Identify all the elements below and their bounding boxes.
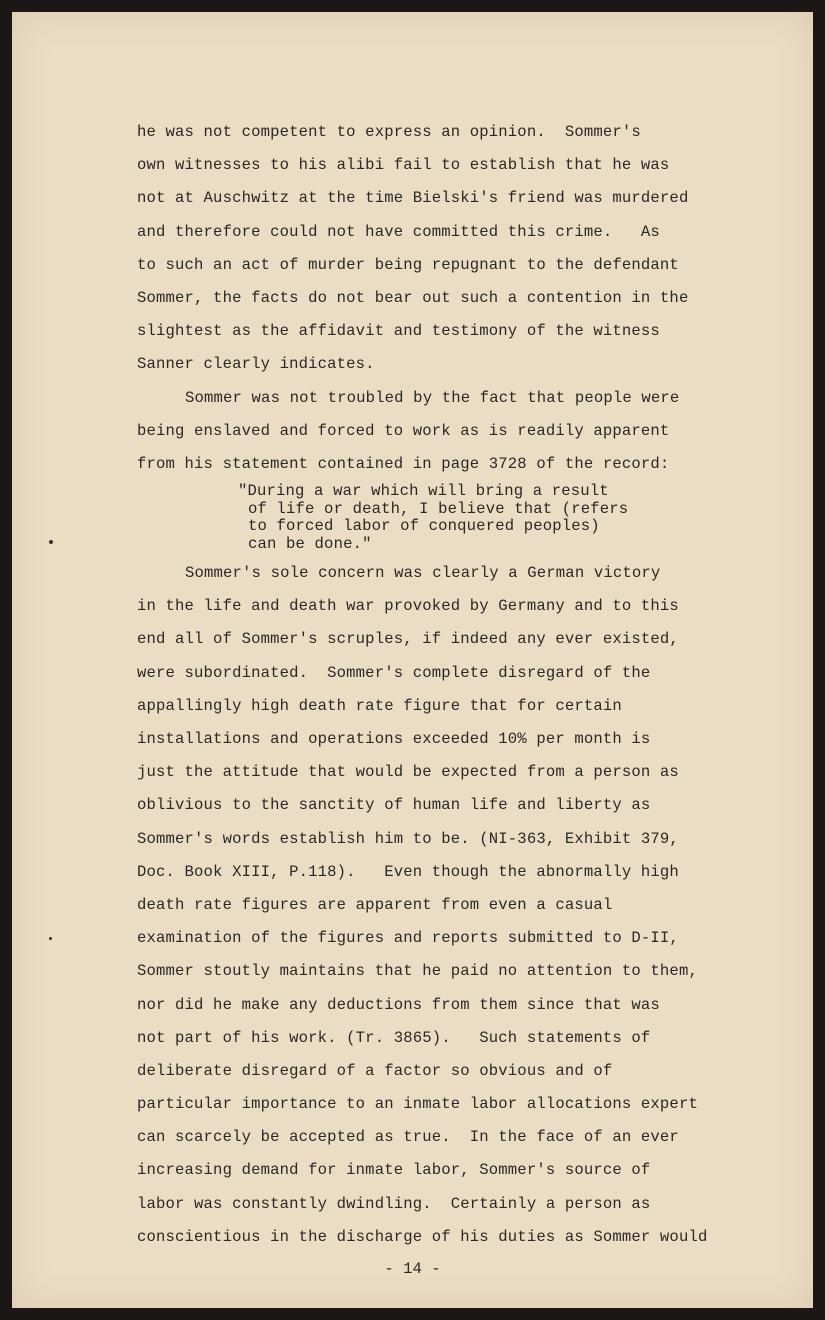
text-line: nor did he make any deductions from them since that was bbox=[137, 995, 660, 1014]
text-line: were subordinated. Sommer's complete disregard of the bbox=[137, 663, 651, 682]
text-line: appallingly high death rate figure that for certain bbox=[137, 696, 622, 715]
text-line: end all of Sommer's scruples, if indeed any ever existed, bbox=[137, 630, 679, 649]
text-line: own witnesses to his alibi fail to establish that he was bbox=[137, 156, 670, 175]
text-line: being enslaved and forced to work as is readily apparent bbox=[137, 421, 670, 440]
quote-line: to forced labor of conquered peoples) bbox=[248, 517, 600, 536]
text-line: oblivious to the sanctity of human life and liberty as bbox=[137, 796, 651, 815]
text-line: slightest as the affidavit and testimony of the witness bbox=[137, 322, 660, 341]
page-number: - 14 - bbox=[384, 1260, 441, 1278]
text-line: particular importance to an inmate labor allocations expert bbox=[137, 1095, 698, 1114]
text-line: in the life and death war provoked by Germany and to this bbox=[137, 597, 679, 616]
punch-mark bbox=[49, 540, 53, 544]
text-line: conscientious in the discharge of his duties as Sommer would bbox=[137, 1227, 708, 1246]
text-line: just the attitude that would be expected from a person as bbox=[137, 763, 679, 782]
text-line: he was not competent to express an opinion. Sommer's bbox=[137, 123, 641, 141]
paragraph-2 bbox=[137, 382, 777, 482]
text-line: from his statement contained in page 3728 of the record: bbox=[137, 454, 670, 473]
quote-line: can be done." bbox=[248, 534, 372, 553]
text-line: labor was constantly dwindling. Certainly a person as bbox=[137, 1194, 651, 1213]
text-line: Sommer was not troubled by the fact that people were bbox=[185, 388, 680, 407]
text-line: Sommer's words establish him to be. (NI-363, Exhibit 379, bbox=[137, 829, 679, 848]
text-line: can scarcely be accepted as true. In the face of an ever bbox=[137, 1128, 679, 1147]
text-line: Doc. Book XIII, P.118). Even though the abnormally high bbox=[137, 862, 679, 881]
punch-mark bbox=[49, 937, 52, 940]
paragraph-3 bbox=[137, 557, 777, 1254]
block-quote bbox=[137, 483, 777, 553]
text-line: not at Auschwitz at the time Bielski's friend was murdered bbox=[137, 189, 689, 208]
text-line: not part of his work. (Tr. 3865). Such statements of bbox=[137, 1028, 651, 1047]
paragraph-1 bbox=[137, 116, 777, 382]
text-line: examination of the figures and reports submitted to D-II, bbox=[137, 929, 679, 948]
text-line: Sommer stoutly maintains that he paid no attention to them, bbox=[137, 962, 698, 981]
text-line: Sommer's sole concern was clearly a German victory bbox=[185, 564, 661, 583]
quote-line: "During a war which will bring a result bbox=[238, 482, 609, 501]
text-line: death rate figures are apparent from even a casual bbox=[137, 895, 613, 914]
document-page bbox=[12, 12, 813, 1308]
text-line: increasing demand for inmate labor, Sommer's source of bbox=[137, 1161, 651, 1180]
text-line: Sommer, the facts do not bear out such a contention in the bbox=[137, 288, 689, 307]
text-line: to such an act of murder being repugnant to the defendant bbox=[137, 255, 679, 274]
text-line: and therefore could not have committed this crime. As bbox=[137, 222, 660, 241]
quote-line: of life or death, I believe that (refers bbox=[248, 499, 629, 518]
body-text bbox=[137, 116, 777, 1254]
text-line: deliberate disregard of a factor so obvious and of bbox=[137, 1061, 613, 1080]
text-line: Sanner clearly indicates. bbox=[137, 355, 375, 374]
text-line: installations and operations exceeded 10% per month is bbox=[137, 730, 651, 748]
